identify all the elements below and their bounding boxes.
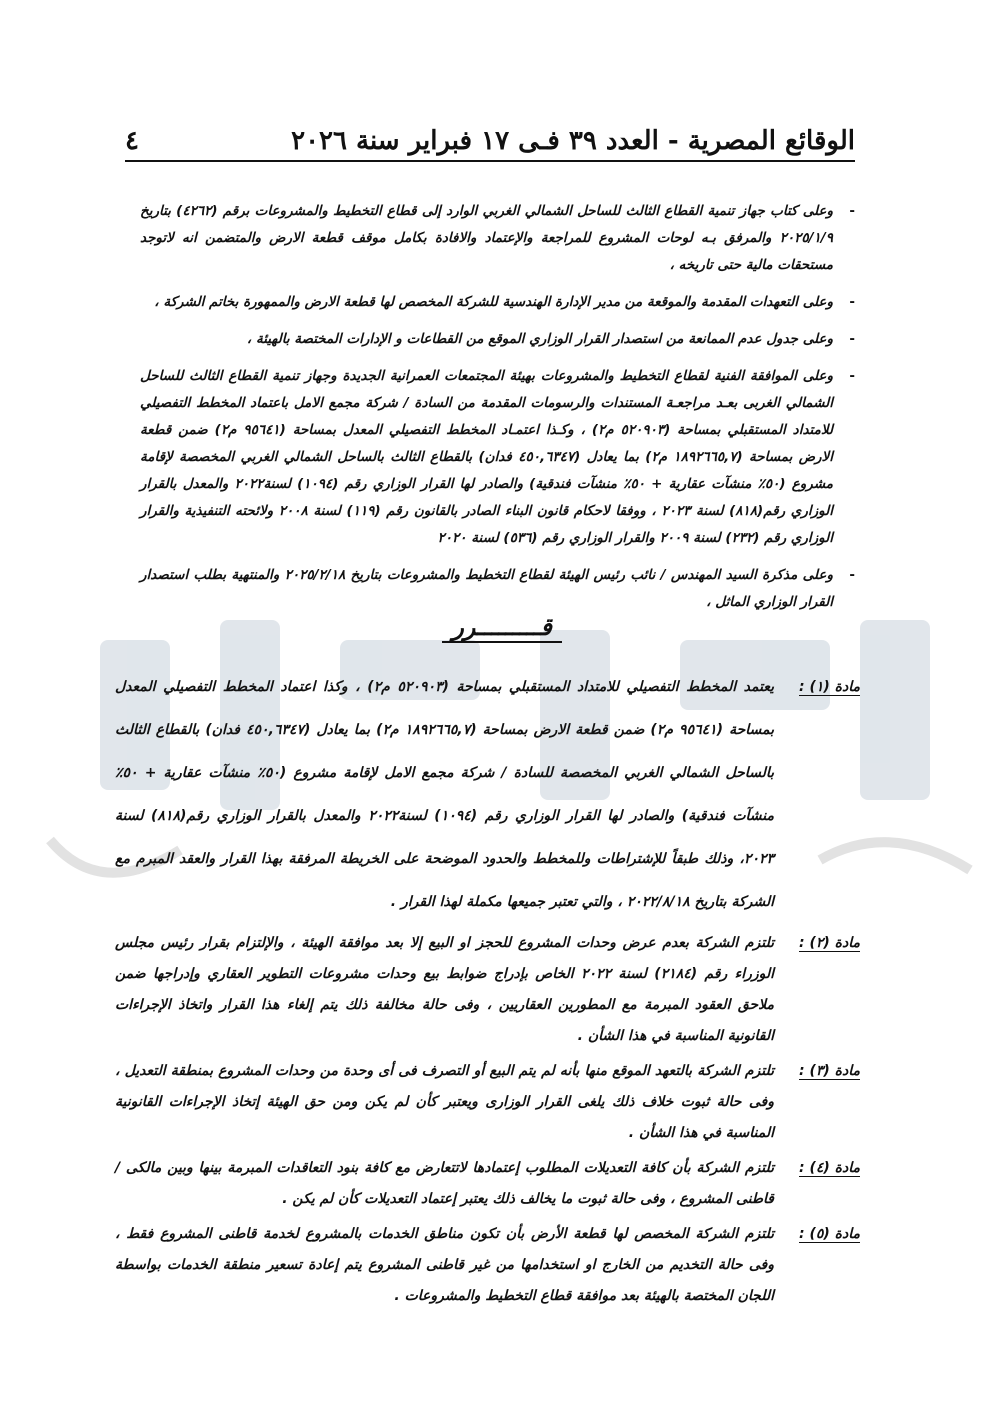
bullet-dash-icon: - — [849, 331, 855, 347]
article-label: مادة (٥) : — [798, 1226, 860, 1242]
article-text: تلتزم الشركة بعدم عرض وحدات المشروع للحجز او البيع إلا بعد موافقة الهيئة ، والإلتزام بقرار رئيس مجلس الوزراء رقم (٢١٨٤) لسنة ٢٠٢٢ الخاص بإدراج ضوابط بيع وحدات مشروعات التطوير العقاري وإدراجها ضمن ملاحق العقود المبرمة مع المطورين العقاريين ، وفى حالة مخالفة ذلك يتم إلغاء هذا القرار واتخاذ الإجراءات القانونية المناسبة في هذا الشأن . — [115, 935, 774, 1044]
preamble-clause: - وعلى جدول عدم الممانعة من استصدار القرار الوزاري الموقع من القطاعات و الإدارات المختصة بالهيئة ، — [140, 326, 855, 353]
page-number: ٤ — [125, 126, 139, 156]
bullet-dash-icon: - — [849, 203, 855, 219]
article-text: يعتمد المخطط التفصيلي للامتداد المستقبلي بمساحة (٥٢٠٩٠٣ م٢) ، وكذا اعتماد المخطط التفصيلي المعدل بمساحة (٩٥٦٤١ م٢) ضمن قطعة الارض بمساحة (١٨٩٢٦٦٥,٧ م٢) بما يعادل (٤٥٠,٦٣٤٧ فدان) بالقطاع الثالث بالساحل الشمالي الغربي المخصصة للسادة / شركة مجمع الامل لإقامة مشروع (٥٠٪ منشآت عقارية + ٥٠٪ منشآت فندقية) والصادر لها القرار الوزاري رقم (١٠٩٤) لسنة٢٠٢٢ والمعدل بالقرار الوزاري رقم(٨١٨) لسنة ٢٠٢٣، وذلك طبقاً للإشتراطات وللمخطط والحدود الموضحة على الخريطة المرفقة بهذا القرار والعقد المبرم مع الشركة بتاريخ ٢٠٢٢/٨/١٨ ، والتي تعتبر جميعها مكملة لهذا القرار . — [115, 679, 775, 910]
page-header — [125, 112, 855, 162]
article-1 — [115, 666, 860, 924]
article-label: مادة (١) : — [798, 679, 860, 695]
preamble-clause: - وعلى مذكرة السيد المهندس / نائب رئيس الهيئة لقطاع التخطيط والمشروعات بتاريخ ٢٠٢٥/٢/١٨ والمنتهية بطلب استصدار القرار الوزاري الماثل ، — [140, 562, 855, 616]
preamble-clause: - وعلى الموافقة الفنية لقطاع التخطيط والمشروعات بهيئة المجتمعات العمرانية الجديدة وجهاز تنمية القطاع الثالث للساحل الشمالي الغربى بعـد مراجعـة المستندات والرسومات المقدمة من السادة / شركة مجمع الامل باعتماد المخطط التفصيلي للامتداد المستقبلي بمساحة (٥٢٠٩٠٣ م٢) ، وكـذا اعتمـاد المخطط التفصيلي المعدل بمساحة (٩٥٦٤١ م٢) ضمن قطعة الارض بمساحة (١٨٩٢٦٦٥,٧ م٢) بما يعادل (٤٥٠,٦٣٤٧ فدان) بالقطاع الثالث بالساحل الشمالي الغربي المخصصة لإقامة مشروع (٥٠٪ منشآت عقارية + ٥٠٪ منشآت فندقية) والصادر لها القرار الوزاري رقم (١٠٩٤) لسنة٢٠٢٢ والمعدل بالقرار الوزاري رقم(٨١٨) لسنة ٢٠٢٣ ، ووفقا لاحكام قانون البناء الصادر بالقانون رقم (١١٩) لسنة ٢٠٠٨ ولائحته التنفيذية والقرار الوزاري رقم (٢٣٢) لسنة ٢٠٠٩ والقرار الوزاري رقم (٥٣٦) لسنة ٢٠٢٠ — [140, 363, 855, 552]
article-text: تلتزم الشركة بأن كافة التعديلات المطلوب إعتمادها لاتتعارض مع كافة بنود التعاقدات المبرمة بينها وبين مالكى / قاطنى المشروع ، وفى حالة ثبوت ما يخالف ذلك يعتبر إعتماد التعديلات كأن لم يكن . — [115, 1160, 774, 1207]
article-label: مادة (٤) : — [798, 1160, 860, 1176]
preamble — [140, 198, 855, 626]
bullet-dash-icon: - — [849, 368, 855, 384]
article-3 — [115, 1056, 860, 1149]
article-2 — [115, 928, 860, 1052]
article-label: مادة (٢) : — [798, 935, 860, 951]
article-4 — [115, 1153, 860, 1215]
article-text: تلتزم الشركة المخصص لها قطعة الأرض بأن تكون مناطق الخدمات بالمشروع لخدمة قاطنى المشروع فقط ، وفى حالة التخديم من الخارج او استخدامها من غير قاطنى المشروع يتم إعادة تسعير منطقة الخدمات بواسطة اللجان المختصة بالهيئة بعد موافقة قطاع التخطيط والمشروعات . — [115, 1226, 774, 1304]
bullet-dash-icon: - — [849, 567, 855, 583]
article-label: مادة (٣) : — [798, 1063, 860, 1079]
preamble-clause: - وعلى كتاب جهاز تنمية القطاع الثالث للساحل الشمالي الغربي الوارد إلى قطاع التخطيط والمشروعات برقم (٤٢٦٢) بتاريخ ٢٠٢٥/١/٩ والمرفق بـه لوحات المشروع للمراجعة والإعتماد والافادة بكامل موقف قطعة الارض والمتضمن انه لاتوجد مستحقات مالية حتى تاريخه ، — [140, 198, 855, 279]
article-5 — [115, 1219, 860, 1312]
publication-title: الوقائع المصرية - العدد ٣٩ فـى ١٧ فبراير سنة ٢٠٢٦ — [291, 126, 855, 156]
decision-heading: قـــــــــرر — [0, 612, 1004, 641]
article-text: تلتزم الشركة بالتعهد الموقع منها بأنه لم يتم البيع أو التصرف فى أى وحدة من وحدات المشروع بمنطقة التعديل ، وفى حالة ثبوت خلاف ذلك يلغى القرار الوزارى ويعتبر كأن لم يكن ومن حق الهيئة إتخاذ الإجراءات القانونية المناسبة في هذا الشأن . — [115, 1063, 774, 1141]
bullet-dash-icon: - — [849, 294, 855, 310]
preamble-clause: - وعلى التعهدات المقدمة والموقعة من مدير الإدارة الهندسية للشركة المخصص لها قطعة الارض والممهورة بخاتم الشركة ، — [140, 289, 855, 316]
articles-list — [115, 666, 860, 1316]
